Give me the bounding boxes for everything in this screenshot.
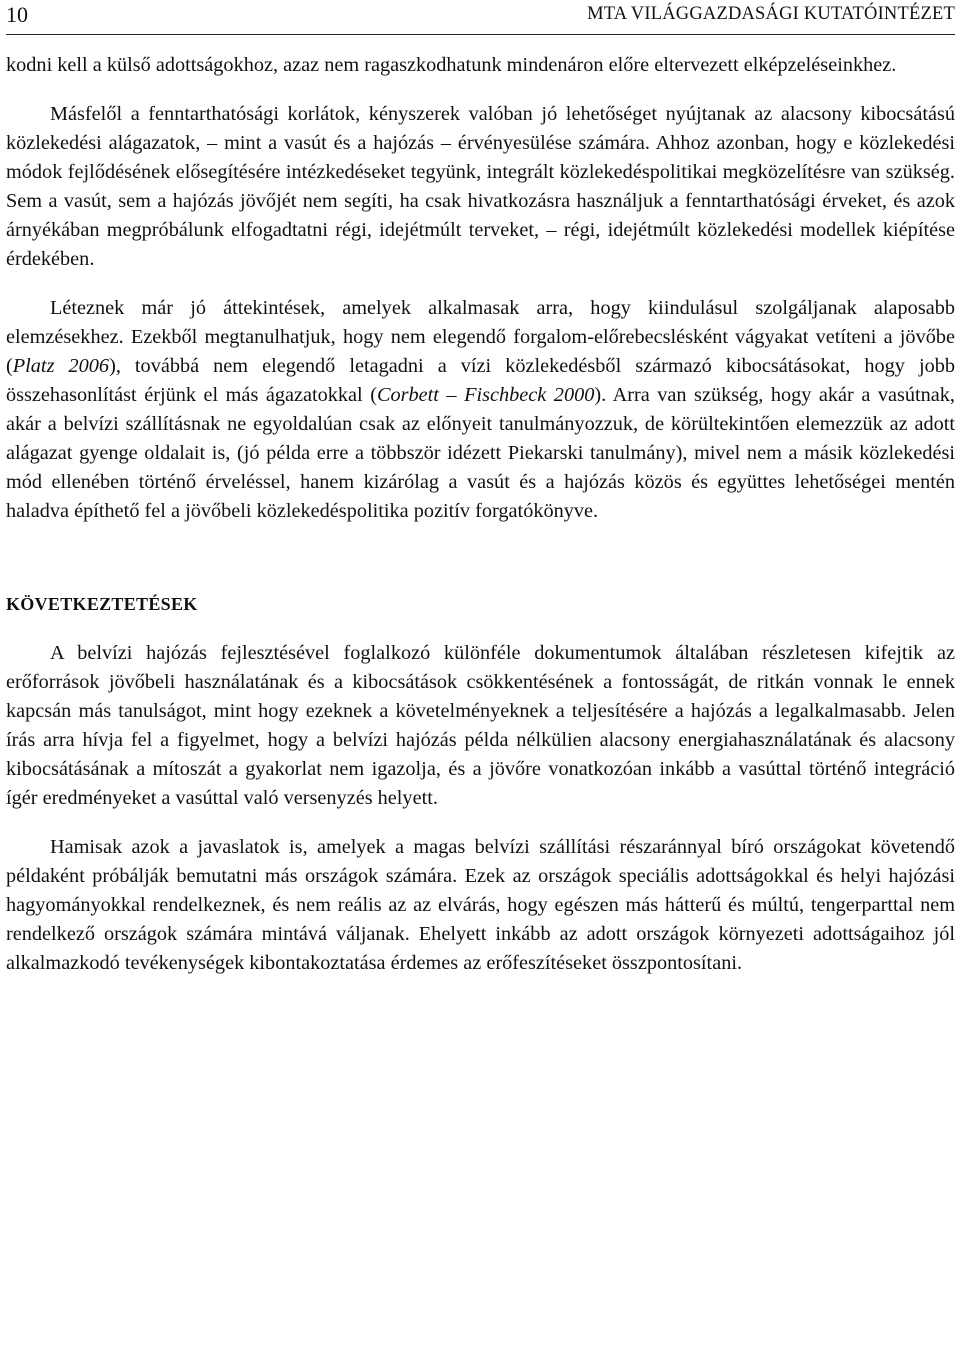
document-page: [6, 0, 955, 978]
paragraph: Másfelől a fenntarthatósági korlátok, kényszerek valóban jó lehetőséget nyújtanak az alacsony kibocsátású közlekedési alágazatok, – mint a vasút és a hajózás – érvényesülése számára. Ahhoz azonban, hogy e közlekedési módok fejlődésének elősegítésére intézkedéseket tegyünk, integrált közlekedéspolitikai megközelítésre van szükség. Sem a vasút, sem a hajózás jövőjét nem segíti, ha csak hivatkozásra használjuk a fenntarthatósági érveket, és azok árnyékában megpróbálunk elfogadtatni régi, idejétmúlt terveket, – régi, idejétmúlt közlekedési modellek kiépítése érdekében.: [6, 103, 955, 270]
page-header: [6, 0, 955, 35]
section-heading: KÖVETKEZTETÉSEK: [6, 594, 198, 614]
paragraph: A belvízi hajózás fejlesztésével foglalkozó különféle dokumentumok általában részletesen kifejtik az erőforrások jövőbeli használatának és a kibocsátások csökkentésének a fontosságát, de ritkán vonnak le ennek kapcsán más tanulságot, mint hogy ezeknek a követelményeknek a teljesítésére a hajózás a legalkalmasabb. Jelen írás arra hívja fel a figyelmet, hogy a belvízi hajózás példa nélkülien alacsony energiahasználatának és alacsony kibocsátásának a mítoszát a gyakorlat nem igazolja, és a jövőre vonatkozóan inkább a vasúttal történő integráció ígér eredményeket a vasúttal való versenyzés helyett.: [6, 642, 955, 809]
citation: Corbett – Fischbeck 2000: [376, 384, 595, 406]
paragraph-text: ). Arra van szükség, hogy akár a vasútnak, akár a belvízi szállításnak ne egyoldalúan csak az előnyeit tanulmányozzuk, de körültekintően elemezzük az adott alágazat gyenge oldalait is, (jó példa erre a többször idézett Piekarski tanulmány), mivel nem a másik közlekedési mód ellenében történő érveléssel, hanem kizárólag a vasút és a hajózás közös és együttes lehetőségei mentén haladva építhető fel a jövőbeli közlekedéspolitika pozitív forgatókönyve.: [6, 384, 956, 522]
citation: Platz 2006: [12, 355, 110, 377]
paragraph-text: ), továbbá nem elegendő letagadni a vízi közlekedésből származó kibocsátásokat, hogy jobb összehasonlítást érjünk el más ágazatokkal (: [6, 355, 955, 406]
body-text: [6, 51, 955, 526]
paragraph-with-citations: [6, 294, 955, 526]
paragraph-continuation: kodni kell a külső adottságokhoz, azaz nem ragaszkodhatunk mindenáron előre eltervezett elképzeléseinkhez.: [6, 54, 897, 76]
paragraph-text: Léteznek már jó áttekintések, amelyek alkalmasak arra, hogy kiindulásul szolgáljanak alaposabb elemzésekhez. Ezekből megtanulhatjuk, hogy nem elegendő forgalom-előrebecslésként vágyakat vetíteni a jövőbe (: [6, 297, 955, 377]
paragraph: Hamisak azok a javaslatok is, amelyek a magas belvízi szállítási részaránnyal bíró országokat követendő példaként próbálják bemutatni más országok számára. Ezek az országok speciális adottságokkal és helyi hajózási hagyományokkal rendelkeznek, és nem reális az az elvárás, hogy egészen más hátterű és múltú, tengerparttal nem rendelkező országok számára mintává váljanak. Ehelyett inkább az adott országok környezeti adottságaihoz jól alkalmazkodó tevékenységek kibontakoztatása érdemes az erőfeszítéseket összpontosítani.: [6, 836, 955, 974]
page-number: 10: [6, 2, 28, 27]
section-body: [6, 639, 955, 978]
running-head: MTA VILÁGGAZDASÁGI KUTATÓINTÉZET: [587, 4, 955, 24]
